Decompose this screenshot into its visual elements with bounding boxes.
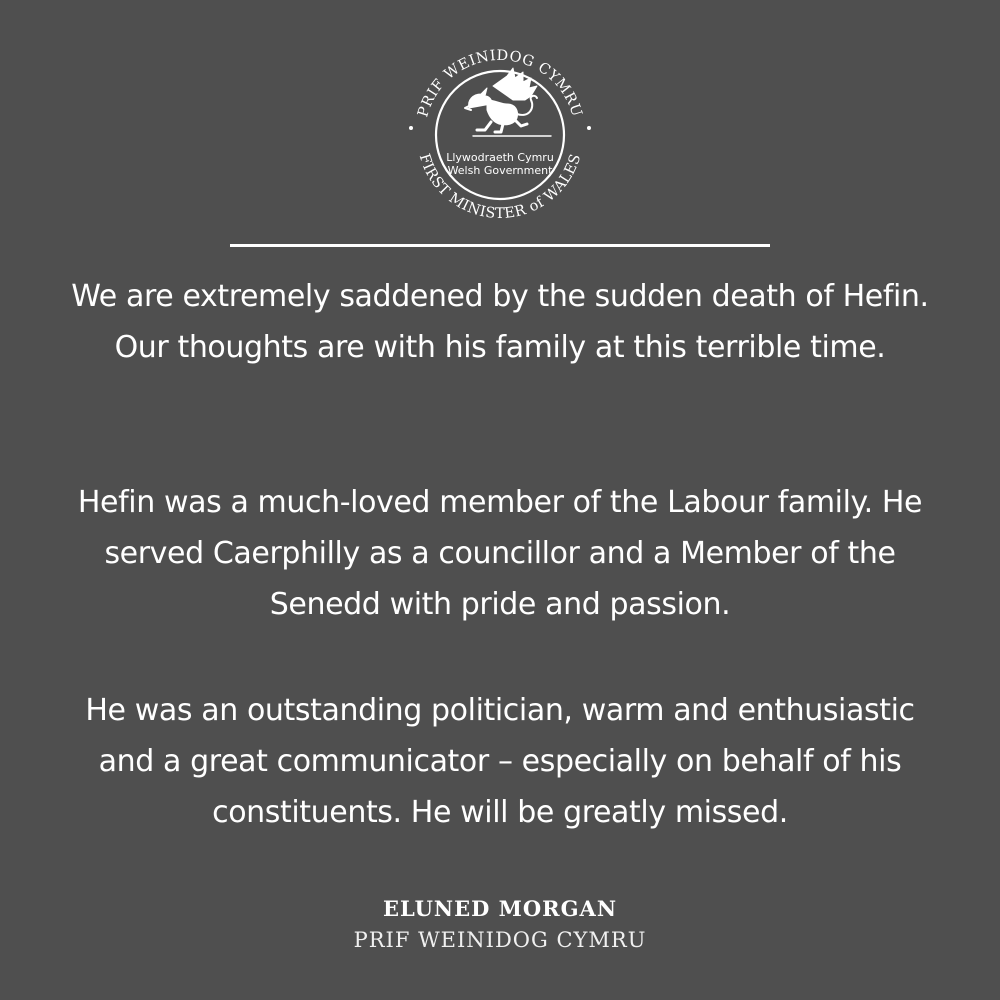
seal-graphic: [403, 38, 597, 232]
welsh-dragon-icon: [465, 68, 551, 136]
seal-inner-line2: Welsh Government: [447, 164, 553, 177]
statement-paragraph-2: Hefin was a much-loved member of the Labour family. He served Caerphilly as a councillor and a Member of the Senedd with pride and passion.: [77, 485, 923, 622]
seal-left-dot: [409, 126, 413, 130]
statement-paragraph-3: He was an outstanding politician, warm and enthusiastic and a great communicator – especially on behalf of his constituents. He will be greatly missed.: [85, 693, 915, 830]
seal-inner-line1: Llywodraeth Cymru: [446, 151, 554, 164]
header-divider: [230, 244, 770, 247]
first-minister-seal: [403, 38, 597, 232]
signatory-name: ELUNED MORGAN: [382, 896, 618, 921]
seal-bottom-text: FIRST MINISTER of WALES: [415, 151, 585, 223]
signatory-title: PRIF WEINIDOG CYMRU: [353, 928, 647, 952]
statement-paragraph-1: We are extremely saddened by the sudden death of Hefin. Our thoughts are with his family at this terrible time.: [71, 279, 929, 365]
seal-top-text: PRIF WEINIDOG CYMRU: [415, 47, 585, 120]
seal-right-dot: [587, 126, 591, 130]
